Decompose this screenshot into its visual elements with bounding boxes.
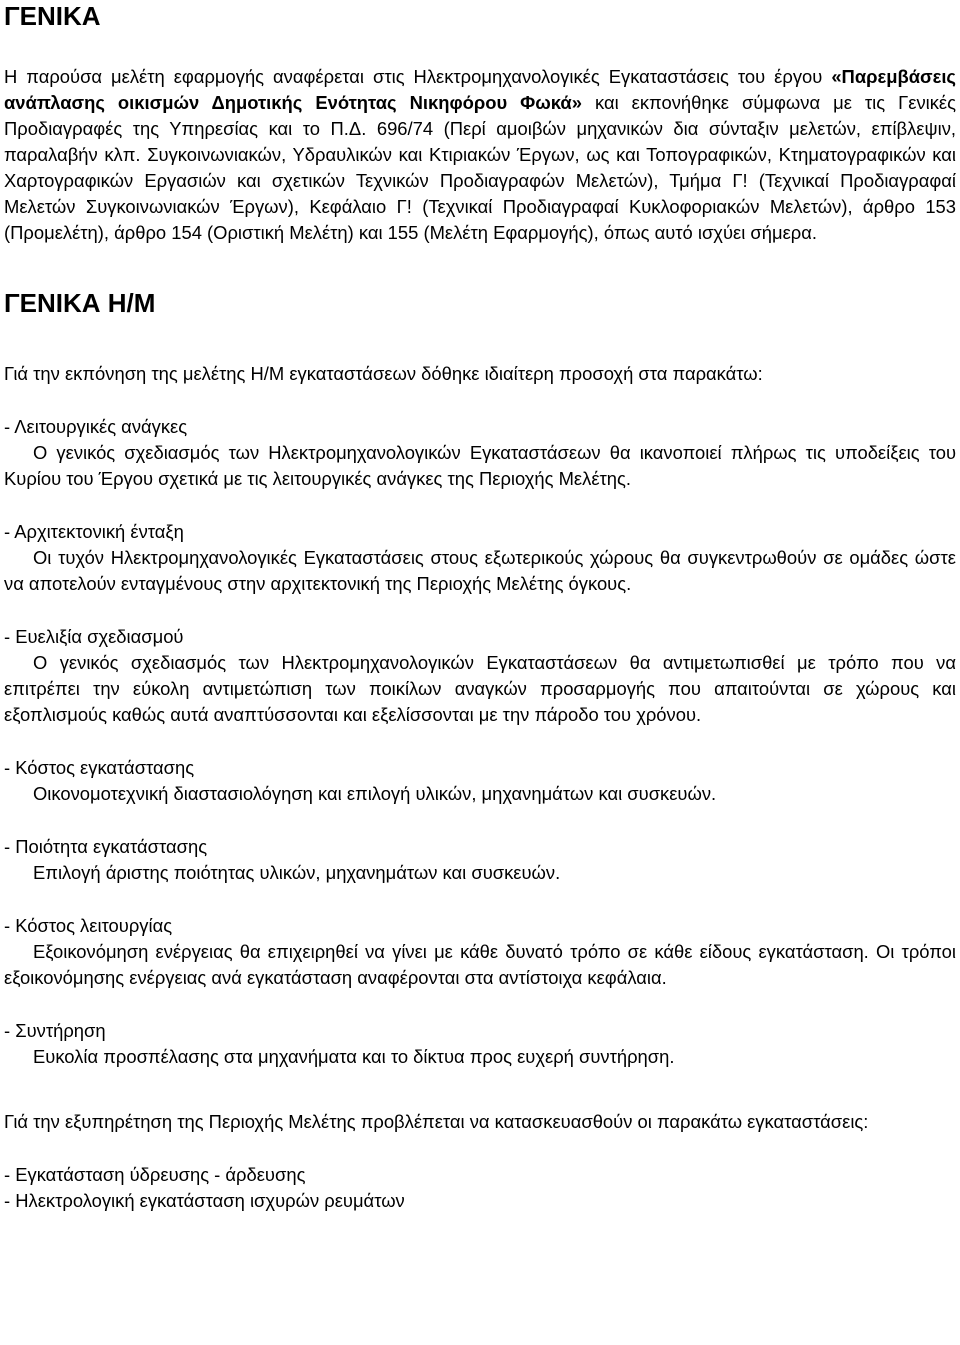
list-item: - Εγκατάσταση ύδρευσης - άρδευσης	[4, 1164, 306, 1185]
item-description-rest: υποδείξεις του Κυρίου του Έργου σχετικά με τις λειτουργικές ανάγκες της Περιοχής Μελέτης.	[4, 442, 957, 489]
item-description	[4, 860, 956, 886]
item-description-rest: τρόπο που να επιτρέπει την εύκολη αντιμετώπιση των ποικίλων αναγκών προσαρμογής που απαιτούνται σε χώρους και εξοπλισμούς καθώς αυτά αναπτύσσονται και εξελίσσονται με την πάροδο του χρόνου.	[4, 652, 957, 725]
document-title: ΓΕΝΙΚΑ	[4, 1, 101, 31]
item-description-first: Ο γενικός σχεδιασμός των Ηλεκτρομηχανολογικών Εγκαταστάσεων θα ικανοποιεί πλήρως τις	[33, 442, 826, 463]
list-item-functional-needs	[4, 414, 956, 492]
installations-list	[4, 1162, 956, 1214]
item-description	[4, 440, 956, 492]
intro-paragraph	[4, 64, 956, 246]
list-item-design-flexibility	[4, 624, 956, 728]
future-installations-intro: Γιά την εξυπηρέτηση της Περιοχής Μελέτης προβλέπεται να κατασκευασθούν οι παρακάτω εγκαταστάσεις:	[4, 1111, 869, 1132]
intro-text-part2: και εκπονήθηκε σύμφωνα με τις Γενικές Προδιαγραφές της Υπηρεσίας και το Π.Δ. 696/74 (Περί αμοιβών μηχανικών δια σύνταξιν μελετών, επίβλεψιν, παραλαβήν κλπ. Συγκοινωνιακών, Υδραυλικών και Κτιριακών Έργων, ως και Τοπογραφικών, Κτηματογραφικών και Χαρτογραφικών Εργασιών και σχετικών Τεχνικών Προδιαγραφών Μελετών), Τμήμα Γ! (Τεχνικαί Προδιαγραφαί Μελετών Συγκοινωνιακών Έργων), Κεφάλαιο Γ! (Τεχνικαί Προδιαγραφαί Κυκλοφοριακών Μελετών), άρθρο 153 (Προμελέτη), άρθρο 154 (Οριστική Μελέτη) και 155 (Μελέτη Εφαρμογής), όπως αυτό ισχύει σήμερα.	[4, 92, 956, 243]
item-description-first: Επιλογή άριστης ποιότητας υλικών, μηχανημάτων και συσκευών.	[33, 862, 561, 883]
item-description-first: Εξοικονόμηση ενέργειας θα επιχειρηθεί να γίνει με κάθε δυνατό τρόπο σε κάθε είδους	[33, 941, 752, 962]
list-item-maintenance	[4, 1018, 956, 1070]
section-title: ΓΕΝΙΚΑ Η/Μ	[4, 288, 156, 318]
item-description-first: Οικονομοτεχνική διαστασιολόγηση και επιλογή υλικών, μηχανημάτων και συσκευών.	[33, 783, 717, 804]
list-item: - Ηλεκτρολογική εγκατάσταση ισχυρών ρευμάτων	[4, 1190, 405, 1211]
item-label: - Αρχιτεκτονική ένταξη	[4, 521, 184, 542]
item-description	[4, 1044, 956, 1070]
item-description-rest: σε ομάδες ώστε να αποτελούν ενταγμένους στην αρχιτεκτονική της Περιοχής Μελέτης όγκους.	[4, 547, 956, 594]
item-description	[4, 939, 956, 991]
item-description-first: Ο γενικός σχεδιασμός των Ηλεκτρομηχανολογικών Εγκαταστάσεων θα αντιμετωπισθεί με	[33, 652, 816, 673]
focus-intro-paragraph: Γιά την εκπόνηση της μελέτης Η/Μ εγκαταστάσεων δόθηκε ιδιαίτερη προσοχή στα παρακάτω:	[4, 363, 763, 384]
list-item-installation-cost	[4, 755, 956, 807]
list-item-operating-cost	[4, 913, 956, 991]
item-label: - Κόστος λειτουργίας	[4, 915, 173, 936]
item-description	[4, 781, 956, 807]
item-label: - Ποιότητα εγκατάστασης	[4, 836, 208, 857]
item-description-first: Οι τυχόν Ηλεκτρομηχανολογικές Εγκαταστάσεις στους εξωτερικούς χώρους θα συγκεντρωθούν	[33, 547, 817, 568]
intro-text-part1: Η παρούσα μελέτη εφαρμογής αναφέρεται στις Ηλεκτρομηχανολογικές Εγκαταστάσεις του έργου	[4, 66, 832, 87]
item-description-rest: εγκατάσταση. Οι τρόποι εξοικονόμησης ενέργειας ανά εγκατάσταση αναφέρονται στα αντίστοιχα κεφάλαια.	[4, 941, 956, 988]
item-label: - Συντήρηση	[4, 1020, 106, 1041]
list-item-installation-quality	[4, 834, 956, 886]
item-description-first: Ευκολία προσπέλασης στα μηχανήματα και το δίκτυα προς ευχερή συντήρηση.	[33, 1046, 675, 1067]
list-item-architectural-integration	[4, 519, 956, 597]
item-label: - Ευελιξία σχεδιασμού	[4, 626, 184, 647]
item-label: - Κόστος εγκατάστασης	[4, 757, 195, 778]
project-name: «Παρεμβάσεις ανάπλασης οικισμών Δημοτικής Ενότητας Νικηφόρου Φωκά»	[4, 66, 956, 113]
item-label: - Λειτουργικές ανάγκες	[4, 416, 188, 437]
item-description	[4, 650, 956, 728]
item-description	[4, 545, 956, 597]
